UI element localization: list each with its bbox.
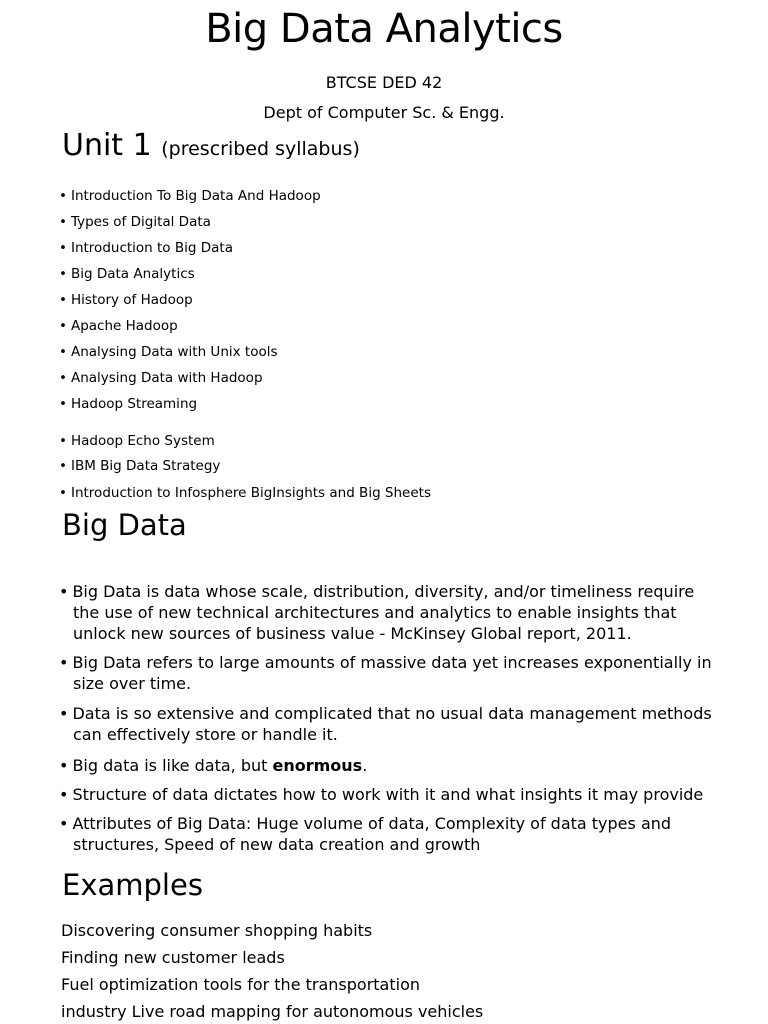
point-text: • Data is so extensive and complicated that no usual data management methods can effectively store or handle it. <box>59 703 719 745</box>
unit-subtitle: (prescribed syllabus) <box>161 138 360 160</box>
list-item: • Types of Digital Data <box>59 214 211 230</box>
unit-heading <box>62 128 360 163</box>
list-item: • History of Hadoop <box>59 292 193 308</box>
unit-title: Unit 1 <box>62 128 152 163</box>
big-data-point <box>59 652 719 694</box>
list-item: • Analysing Data with Unix tools <box>59 344 278 360</box>
examples-heading: Examples <box>62 868 203 902</box>
big-data-point <box>59 755 719 776</box>
point-text: • Big Data refers to large amounts of massive data yet increases exponentially in size over time. <box>59 652 719 694</box>
big-data-point <box>59 581 719 644</box>
list-item: • Apache Hadoop <box>59 318 178 334</box>
big-data-heading: Big Data <box>62 508 187 542</box>
point-text: • Big Data is data whose scale, distribution, diversity, and/or timeliness require the use of new technical architectures and analytics to enable insights that unlock new sources of business value - McKinsey Global report, 2011. <box>59 581 719 644</box>
list-item: • Hadoop Echo System <box>59 433 215 449</box>
big-data-point <box>59 813 719 855</box>
list-item: • Hadoop Streaming <box>59 396 197 412</box>
list-item: • IBM Big Data Strategy <box>59 458 220 474</box>
example-line: Discovering consumer shopping habits <box>61 921 373 940</box>
document-title: Big Data Analytics <box>205 6 563 52</box>
department-name: Dept of Computer Sc. & Engg. <box>263 103 505 122</box>
list-item: • Introduction To Big Data And Hadoop <box>59 188 321 204</box>
emphasis-enormous: enormous <box>272 756 363 775</box>
example-line: industry Live road mapping for autonomous vehicles <box>61 1002 484 1021</box>
big-data-point <box>59 784 719 805</box>
point-text-start: Big data is like data, but <box>72 756 273 775</box>
point-text-end: . <box>362 756 368 775</box>
list-item: • Introduction to Infosphere BigInsights and Big Sheets <box>59 485 431 501</box>
list-item: • Introduction to Big Data <box>59 240 233 256</box>
example-line: Finding new customer leads <box>61 948 285 967</box>
list-item: • Big Data Analytics <box>59 266 195 282</box>
point-text <box>59 755 719 776</box>
big-data-point <box>59 703 719 745</box>
list-item: • Analysing Data with Hadoop <box>59 370 263 386</box>
course-code: BTCSE DED 42 <box>325 73 443 92</box>
point-text: • Attributes of Big Data: Huge volume of data, Complexity of data types and structures, Speed of new data creation and growth <box>59 813 719 855</box>
example-line: Fuel optimization tools for the transportation <box>61 975 421 994</box>
point-text: • Structure of data dictates how to work with it and what insights it may provide <box>59 784 719 805</box>
